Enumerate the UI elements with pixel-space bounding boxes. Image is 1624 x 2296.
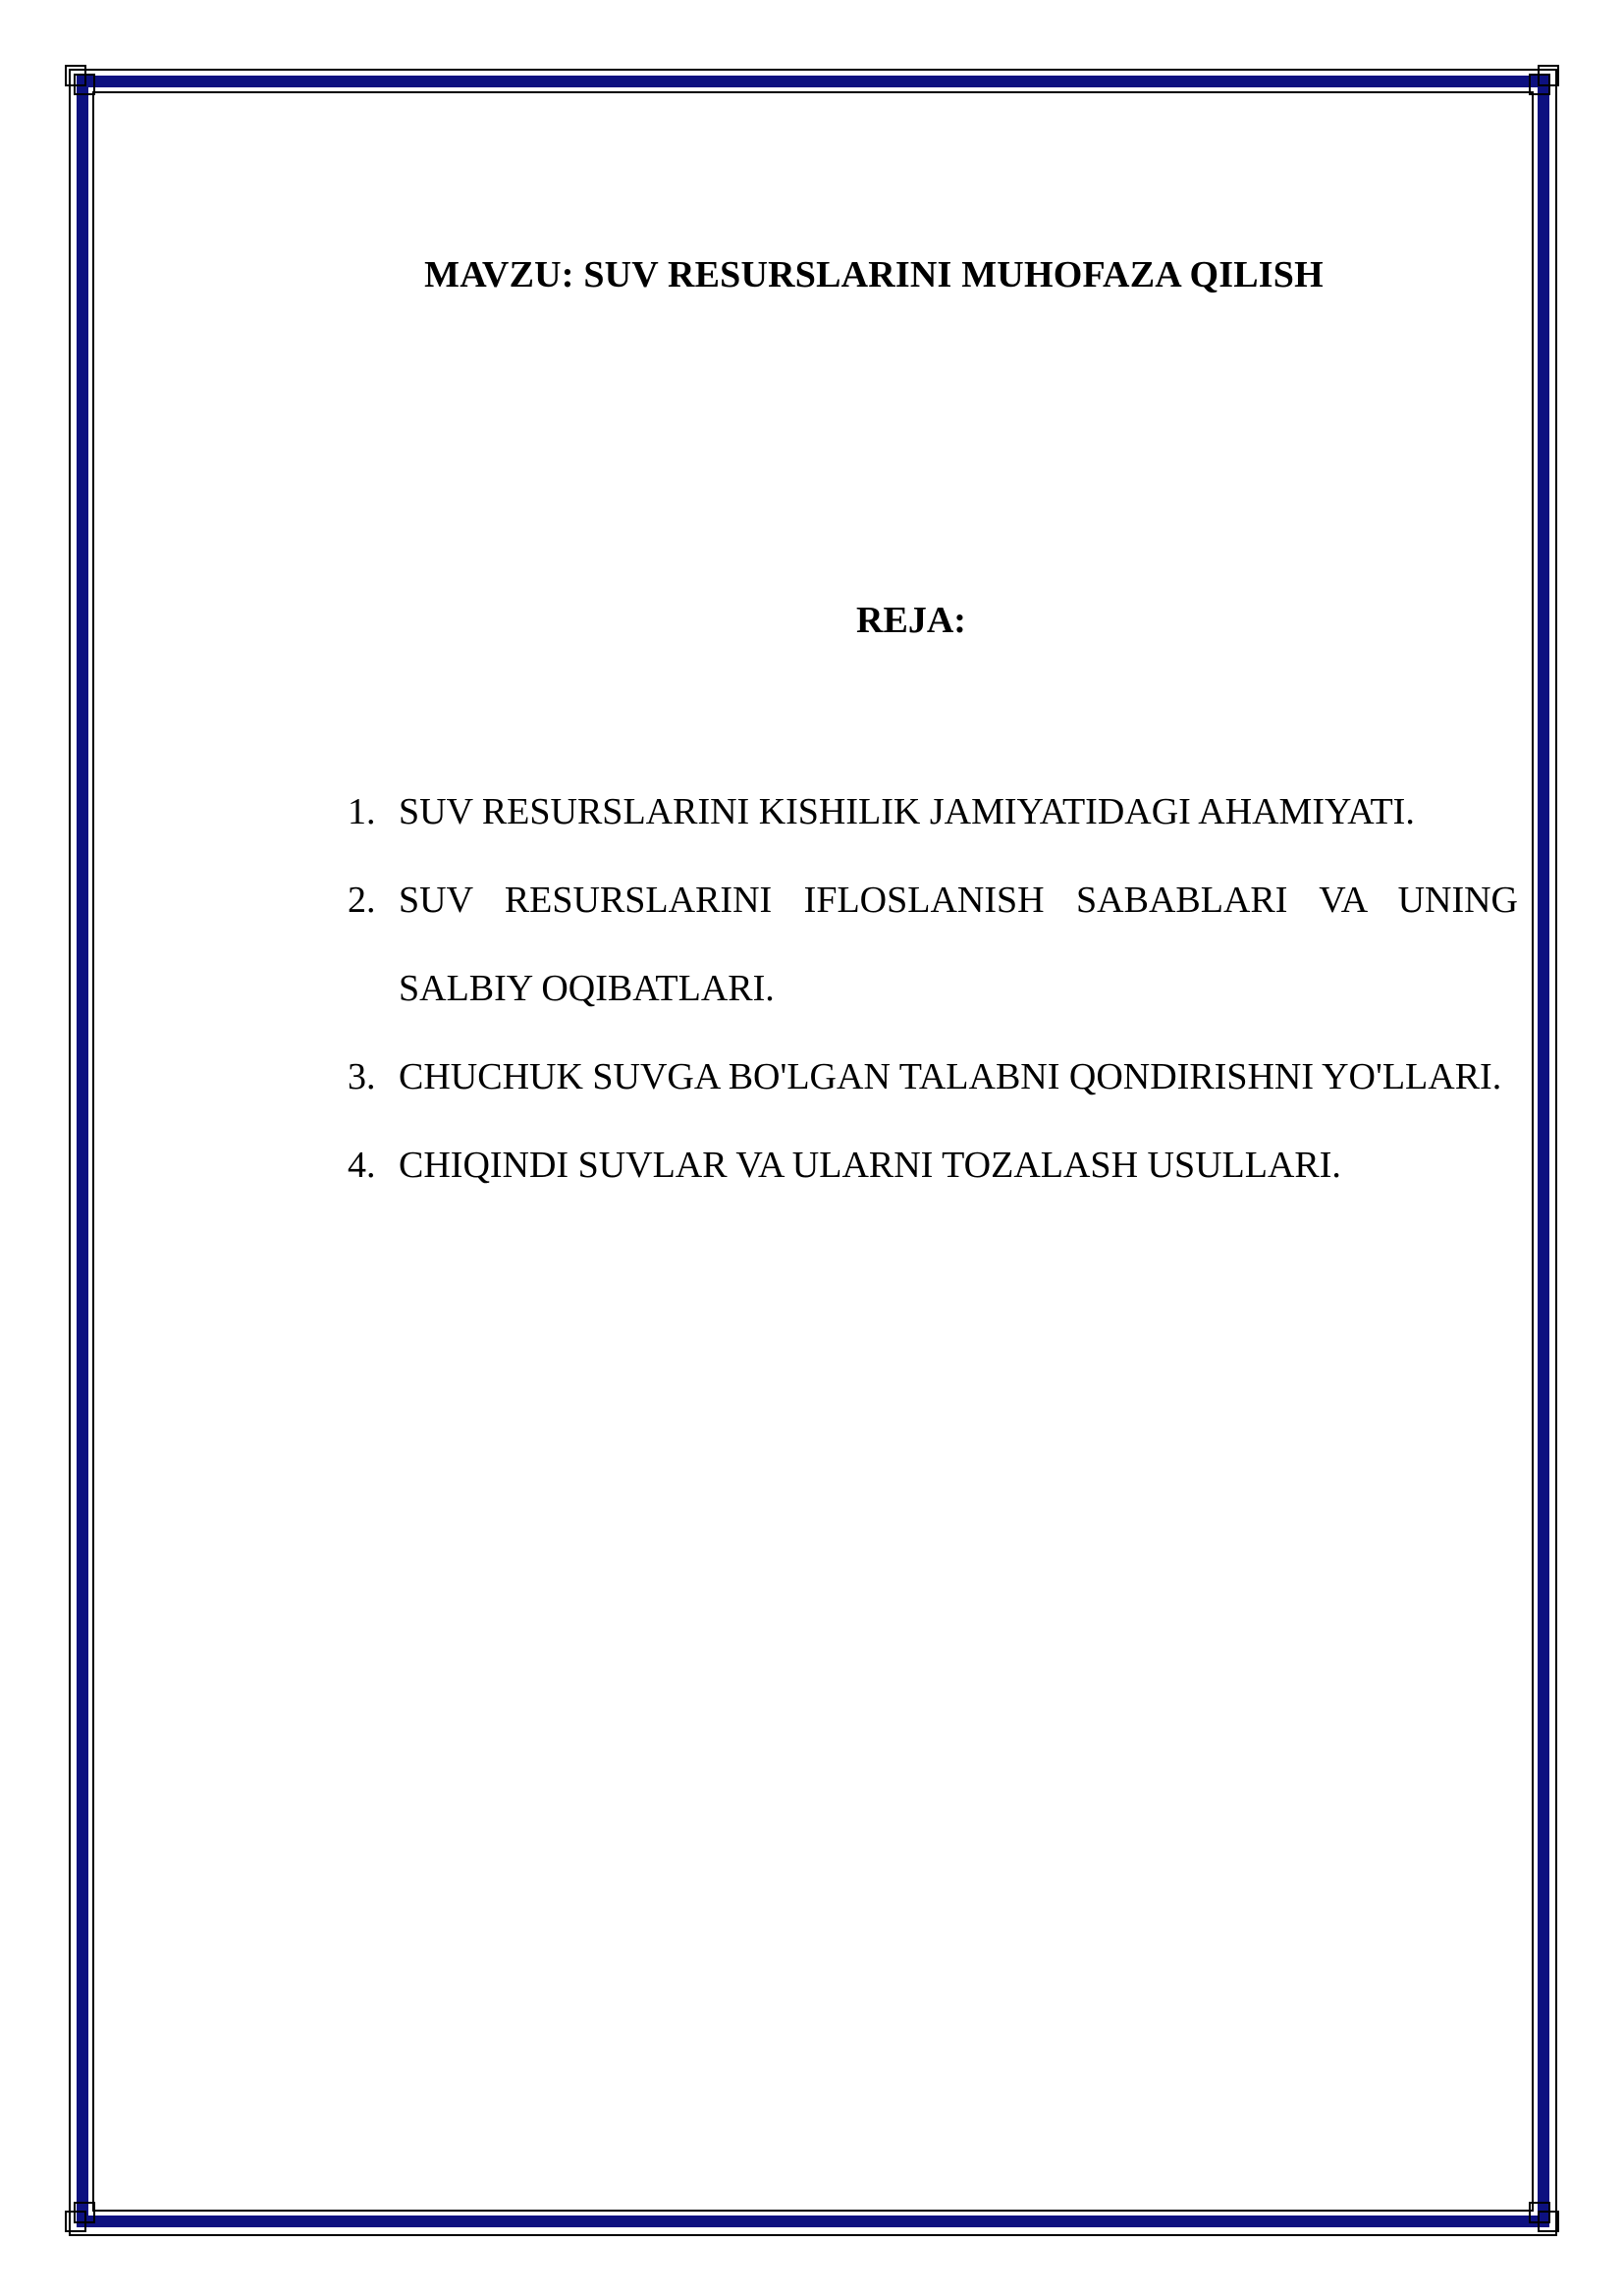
- border-corner-ornament-icon: [1526, 2199, 1559, 2232]
- plan-item-text: CHUCHUK SUVGA BO'LGAN TALABNI QONDIRISHNI YO'LLARI.: [399, 1056, 1502, 1097]
- border-corner-ornament-icon: [1526, 65, 1559, 98]
- plan-item-number: 3.: [348, 1056, 376, 1097]
- border-corner-ornament-icon: [65, 65, 98, 98]
- document-title: MAVZU: SUV RESURSLARINI MUHOFAZA QILISH: [424, 254, 1324, 295]
- plan-item-number: 1.: [348, 791, 376, 832]
- plan-heading: REJA:: [856, 600, 966, 641]
- plan-item-number: 4.: [348, 1145, 376, 1186]
- plan-item-text: SUV RESURSLARINI KISHILIK JAMIYATIDAGI AHAMIYATI.: [399, 791, 1415, 832]
- plan-item-text: SUV RESURSLARINI IFLOSLANISH SABABLARI VA UNING SALBIY OQIBATLARI.: [399, 880, 1518, 1009]
- plan-item-text: CHIQINDI SUVLAR VA ULARNI TOZALASH USULLARI.: [399, 1145, 1341, 1186]
- plan-item: [348, 1033, 1518, 1121]
- plan-item: [348, 768, 1518, 856]
- border-corner-ornament-icon: [65, 2199, 98, 2232]
- plan-item: [348, 1121, 1518, 1209]
- plan-item-number: 2.: [348, 880, 376, 921]
- plan-list: [348, 768, 1518, 1209]
- plan-item: [348, 856, 1518, 1033]
